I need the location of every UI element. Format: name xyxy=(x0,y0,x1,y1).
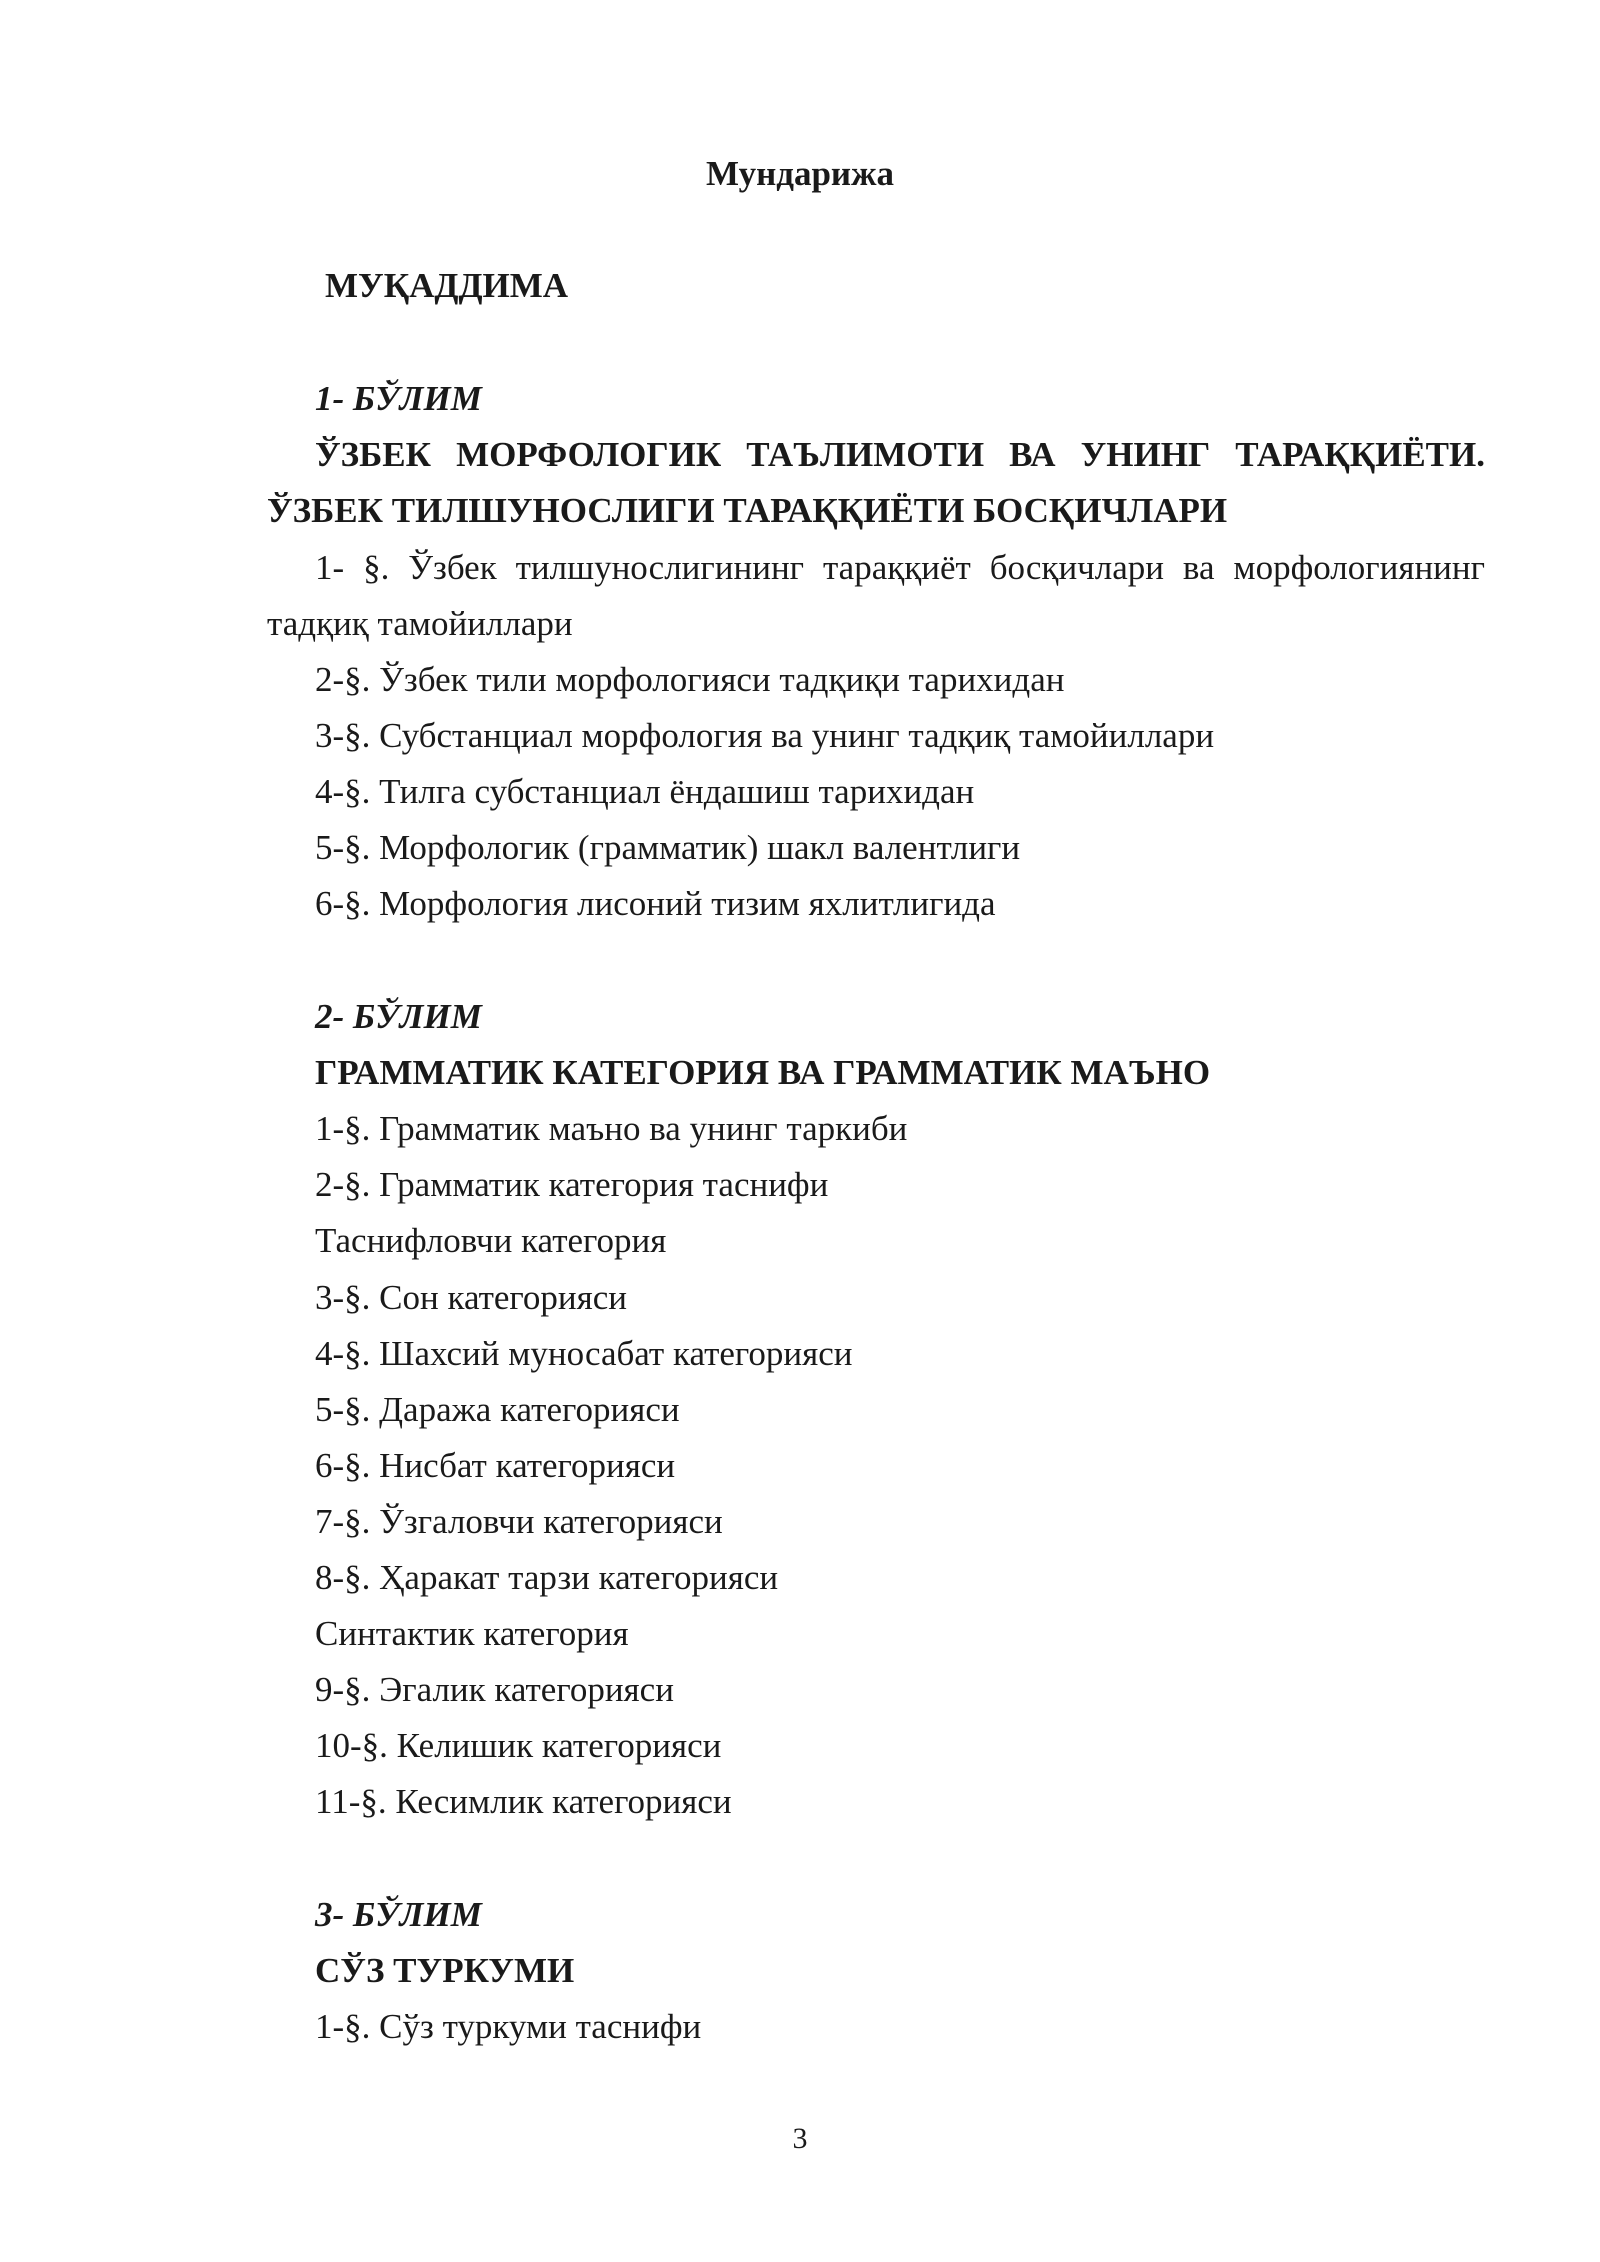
part2-subgroup-label: Синтактик категория xyxy=(315,1614,629,1653)
part2-item: 5-§. Даража категорияси xyxy=(315,1390,680,1429)
part1-item-2: 2-§. Ўзбек тили морфологияси тадқиқи тарихидан xyxy=(315,660,1065,699)
intro-heading: МУҚАДДИМА xyxy=(325,266,569,305)
part2-item: 8-§. Ҳаракат тарзи категорияси xyxy=(315,1558,779,1597)
part1-item-6: 6-§. Морфология лисоний тизим яхлитлигида xyxy=(315,884,996,923)
part3-item: 1-§. Сўз туркуми таснифи xyxy=(315,2007,702,2046)
part2-item: 6-§. Нисбат категорияси xyxy=(315,1446,676,1485)
part3-heading: СЎЗ ТУРКУМИ xyxy=(315,1951,575,1990)
part2-subgroup-label: Таснифловчи категория xyxy=(315,1221,667,1260)
part3-label: 3- БЎЛИМ xyxy=(315,1895,482,1934)
part2-item: 10-§. Келишик категорияси xyxy=(315,1726,722,1765)
part2-item: 9-§. Эгалик категорияси xyxy=(315,1670,674,1709)
page-number: 3 xyxy=(792,2122,808,2155)
part2-heading: ГРАММАТИК КАТЕГОРИЯ ВА ГРАММАТИК МАЪНО xyxy=(315,1053,1211,1092)
part2-label: 2- БЎЛИМ xyxy=(315,997,482,1036)
part1-heading-line2: ЎЗБЕК ТИЛШУНОСЛИГИ ТАРАҚҚИЁТИ БОСҚИЧЛАРИ xyxy=(267,491,1228,530)
part1-item-1-line1: 1- §. Ўзбек тилшунослигининг тараққиёт босқичлари ва морфологиянинг xyxy=(315,548,1485,587)
page-title: Мундарижа xyxy=(706,154,894,193)
part1-item-1-line2: тадқиқ тамойиллари xyxy=(267,604,573,643)
part2-item: 11-§. Кесимлик категорияси xyxy=(315,1782,732,1821)
part1-item-4: 4-§. Тилга субстанциал ёндашиш тарихидан xyxy=(315,772,975,811)
part2-item: 4-§. Шахсий муносабат категорияси xyxy=(315,1334,853,1373)
part2-item: 7-§. Ўзгаловчи категорияси xyxy=(315,1502,723,1541)
part1-label: 1- БЎЛИМ xyxy=(315,379,482,418)
part2-item: 1-§. Грамматик маъно ва унинг таркиби xyxy=(315,1109,908,1148)
part1-heading-line1: ЎЗБЕК МОРФОЛОГИК ТАЪЛИМОТИ ВА УНИНГ ТАРАҚҚИЁТИ. xyxy=(315,435,1485,474)
part2-item: 3-§. Сон категорияси xyxy=(315,1278,627,1317)
part1-item-3: 3-§. Субстанциал морфология ва унинг тадқиқ тамойиллари xyxy=(315,716,1215,755)
part1-item-5: 5-§. Морфологик (грамматик) шакл валентлиги xyxy=(315,828,1021,867)
part2-item: 2-§. Грамматик категория таснифи xyxy=(315,1165,829,1204)
